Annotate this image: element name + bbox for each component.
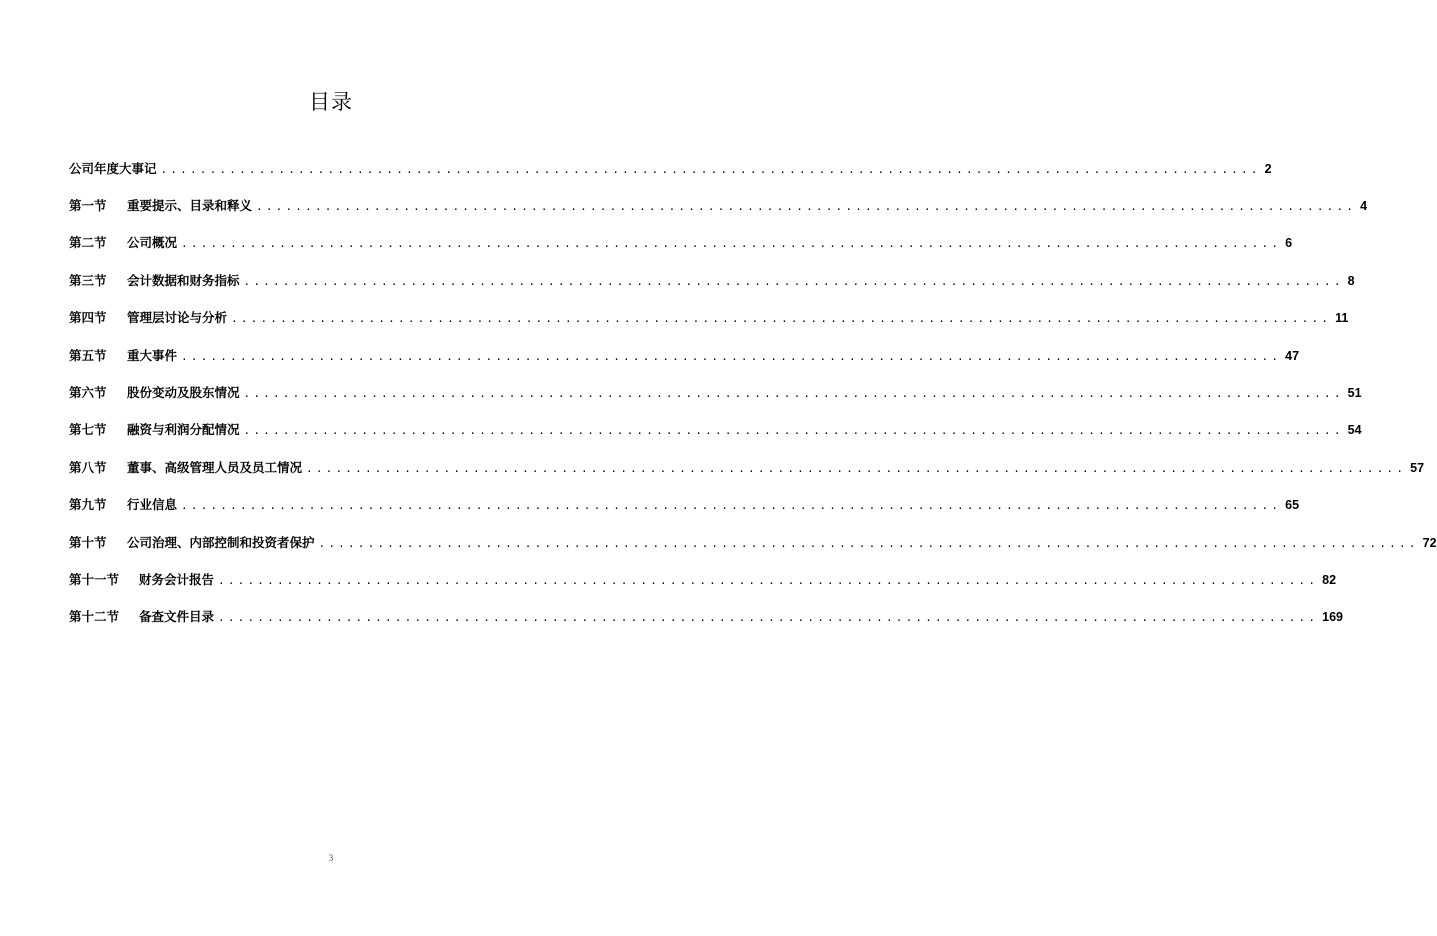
toc-leader-dots: ................................................................................................................ <box>243 387 1344 401</box>
toc-entry-label: 财务会计报告 <box>139 571 215 587</box>
toc-leader-dots: ................................................................................................................ <box>181 349 1282 363</box>
toc-leader-dots: ................................................................................................................ <box>306 461 1407 475</box>
page-number: 3 <box>328 853 334 863</box>
toc-entry-section: 第九节 <box>69 497 107 513</box>
toc-entry-page: 4 <box>1360 199 1368 214</box>
toc-entry-label: 重要提示、目录和释义 <box>127 198 253 214</box>
toc-entry-label: 股份变动及股东情况 <box>127 385 240 401</box>
toc-entry-section-7[interactable] <box>69 412 1362 449</box>
toc-entry-section: 第二节 <box>69 235 107 251</box>
toc-entry-section-11[interactable] <box>69 561 1337 598</box>
toc-entry-label: 公司年度大事记 <box>69 160 157 176</box>
toc-entry-section-10[interactable] <box>69 524 1437 561</box>
toc-entry-section-4[interactable] <box>69 300 1349 337</box>
toc-entry-section-9[interactable] <box>69 487 1300 524</box>
toc-entry-section: 第十二节 <box>69 609 120 625</box>
toc-entry-section: 第五节 <box>69 347 107 363</box>
toc-leader-dots: ................................................................................................................ <box>218 573 1319 587</box>
toc-entry-label: 备查文件目录 <box>139 609 215 625</box>
toc-entry-label: 公司概况 <box>127 235 178 251</box>
toc-entry-section-2[interactable] <box>69 225 1293 262</box>
toc-entry-label: 董事、高级管理人员及员工情况 <box>127 459 303 475</box>
toc-entry-label: 管理层讨论与分析 <box>127 310 228 326</box>
toc-entry-section-5[interactable] <box>69 337 1300 374</box>
toc-entry-label: 融资与利润分配情况 <box>127 422 240 438</box>
toc-entry-page: 54 <box>1347 423 1362 438</box>
toc-entry-section-3[interactable] <box>69 262 1355 299</box>
toc-entry-events[interactable] <box>69 150 1272 187</box>
toc-entry-section: 第十一节 <box>69 571 120 587</box>
toc-leader-dots: ................................................................................................................ <box>243 424 1344 438</box>
toc-entry-page: 169 <box>1322 610 1344 625</box>
toc-entry-page: 2 <box>1264 161 1272 176</box>
toc-leader-dots: ................................................................................................................ <box>231 312 1332 326</box>
toc-entry-section-6[interactable] <box>69 374 1362 411</box>
toc-entry-section: 第十节 <box>69 534 107 550</box>
toc-entry-section: 第八节 <box>69 459 107 475</box>
toc-entry-section-12[interactable] <box>69 599 1344 636</box>
toc-leader-dots: ................................................................................................................ <box>243 274 1344 288</box>
toc-entry-label: 会计数据和财务指标 <box>127 272 240 288</box>
toc-leader-dots: ................................................................................................................ <box>218 611 1319 625</box>
toc-entry-page: 82 <box>1322 572 1337 587</box>
toc-entry-page: 51 <box>1347 386 1362 401</box>
toc-entry-label: 公司治理、内部控制和投资者保护 <box>127 534 315 550</box>
toc-entry-page: 11 <box>1335 311 1349 326</box>
table-of-contents <box>69 150 1437 636</box>
toc-entry-page: 47 <box>1285 348 1300 363</box>
toc-leader-dots: ................................................................................................................ <box>160 162 1261 176</box>
toc-leader-dots: ................................................................................................................ <box>181 237 1282 251</box>
toc-entry-section: 第三节 <box>69 272 107 288</box>
toc-entry-page: 72 <box>1422 535 1437 550</box>
toc-entry-section: 第六节 <box>69 385 107 401</box>
toc-entry-section: 第七节 <box>69 422 107 438</box>
toc-entry-section-8[interactable] <box>69 449 1425 486</box>
toc-leader-dots: ................................................................................................................ <box>181 499 1282 513</box>
toc-entry-section: 第四节 <box>69 310 107 326</box>
toc-leader-dots: ................................................................................................................ <box>318 536 1419 550</box>
toc-entry-page: 65 <box>1285 498 1300 513</box>
toc-entry-label: 重大事件 <box>127 347 178 363</box>
toc-entry-section: 第一节 <box>69 198 107 214</box>
page-title: 目录 <box>309 90 353 114</box>
toc-entry-page: 8 <box>1347 273 1355 288</box>
toc-entry-label: 行业信息 <box>127 497 178 513</box>
toc-entry-page: 6 <box>1285 236 1293 251</box>
toc-leader-dots: ................................................................................................................ <box>256 200 1357 214</box>
toc-entry-page: 57 <box>1410 460 1425 475</box>
toc-entry-section-1[interactable] <box>69 187 1368 224</box>
